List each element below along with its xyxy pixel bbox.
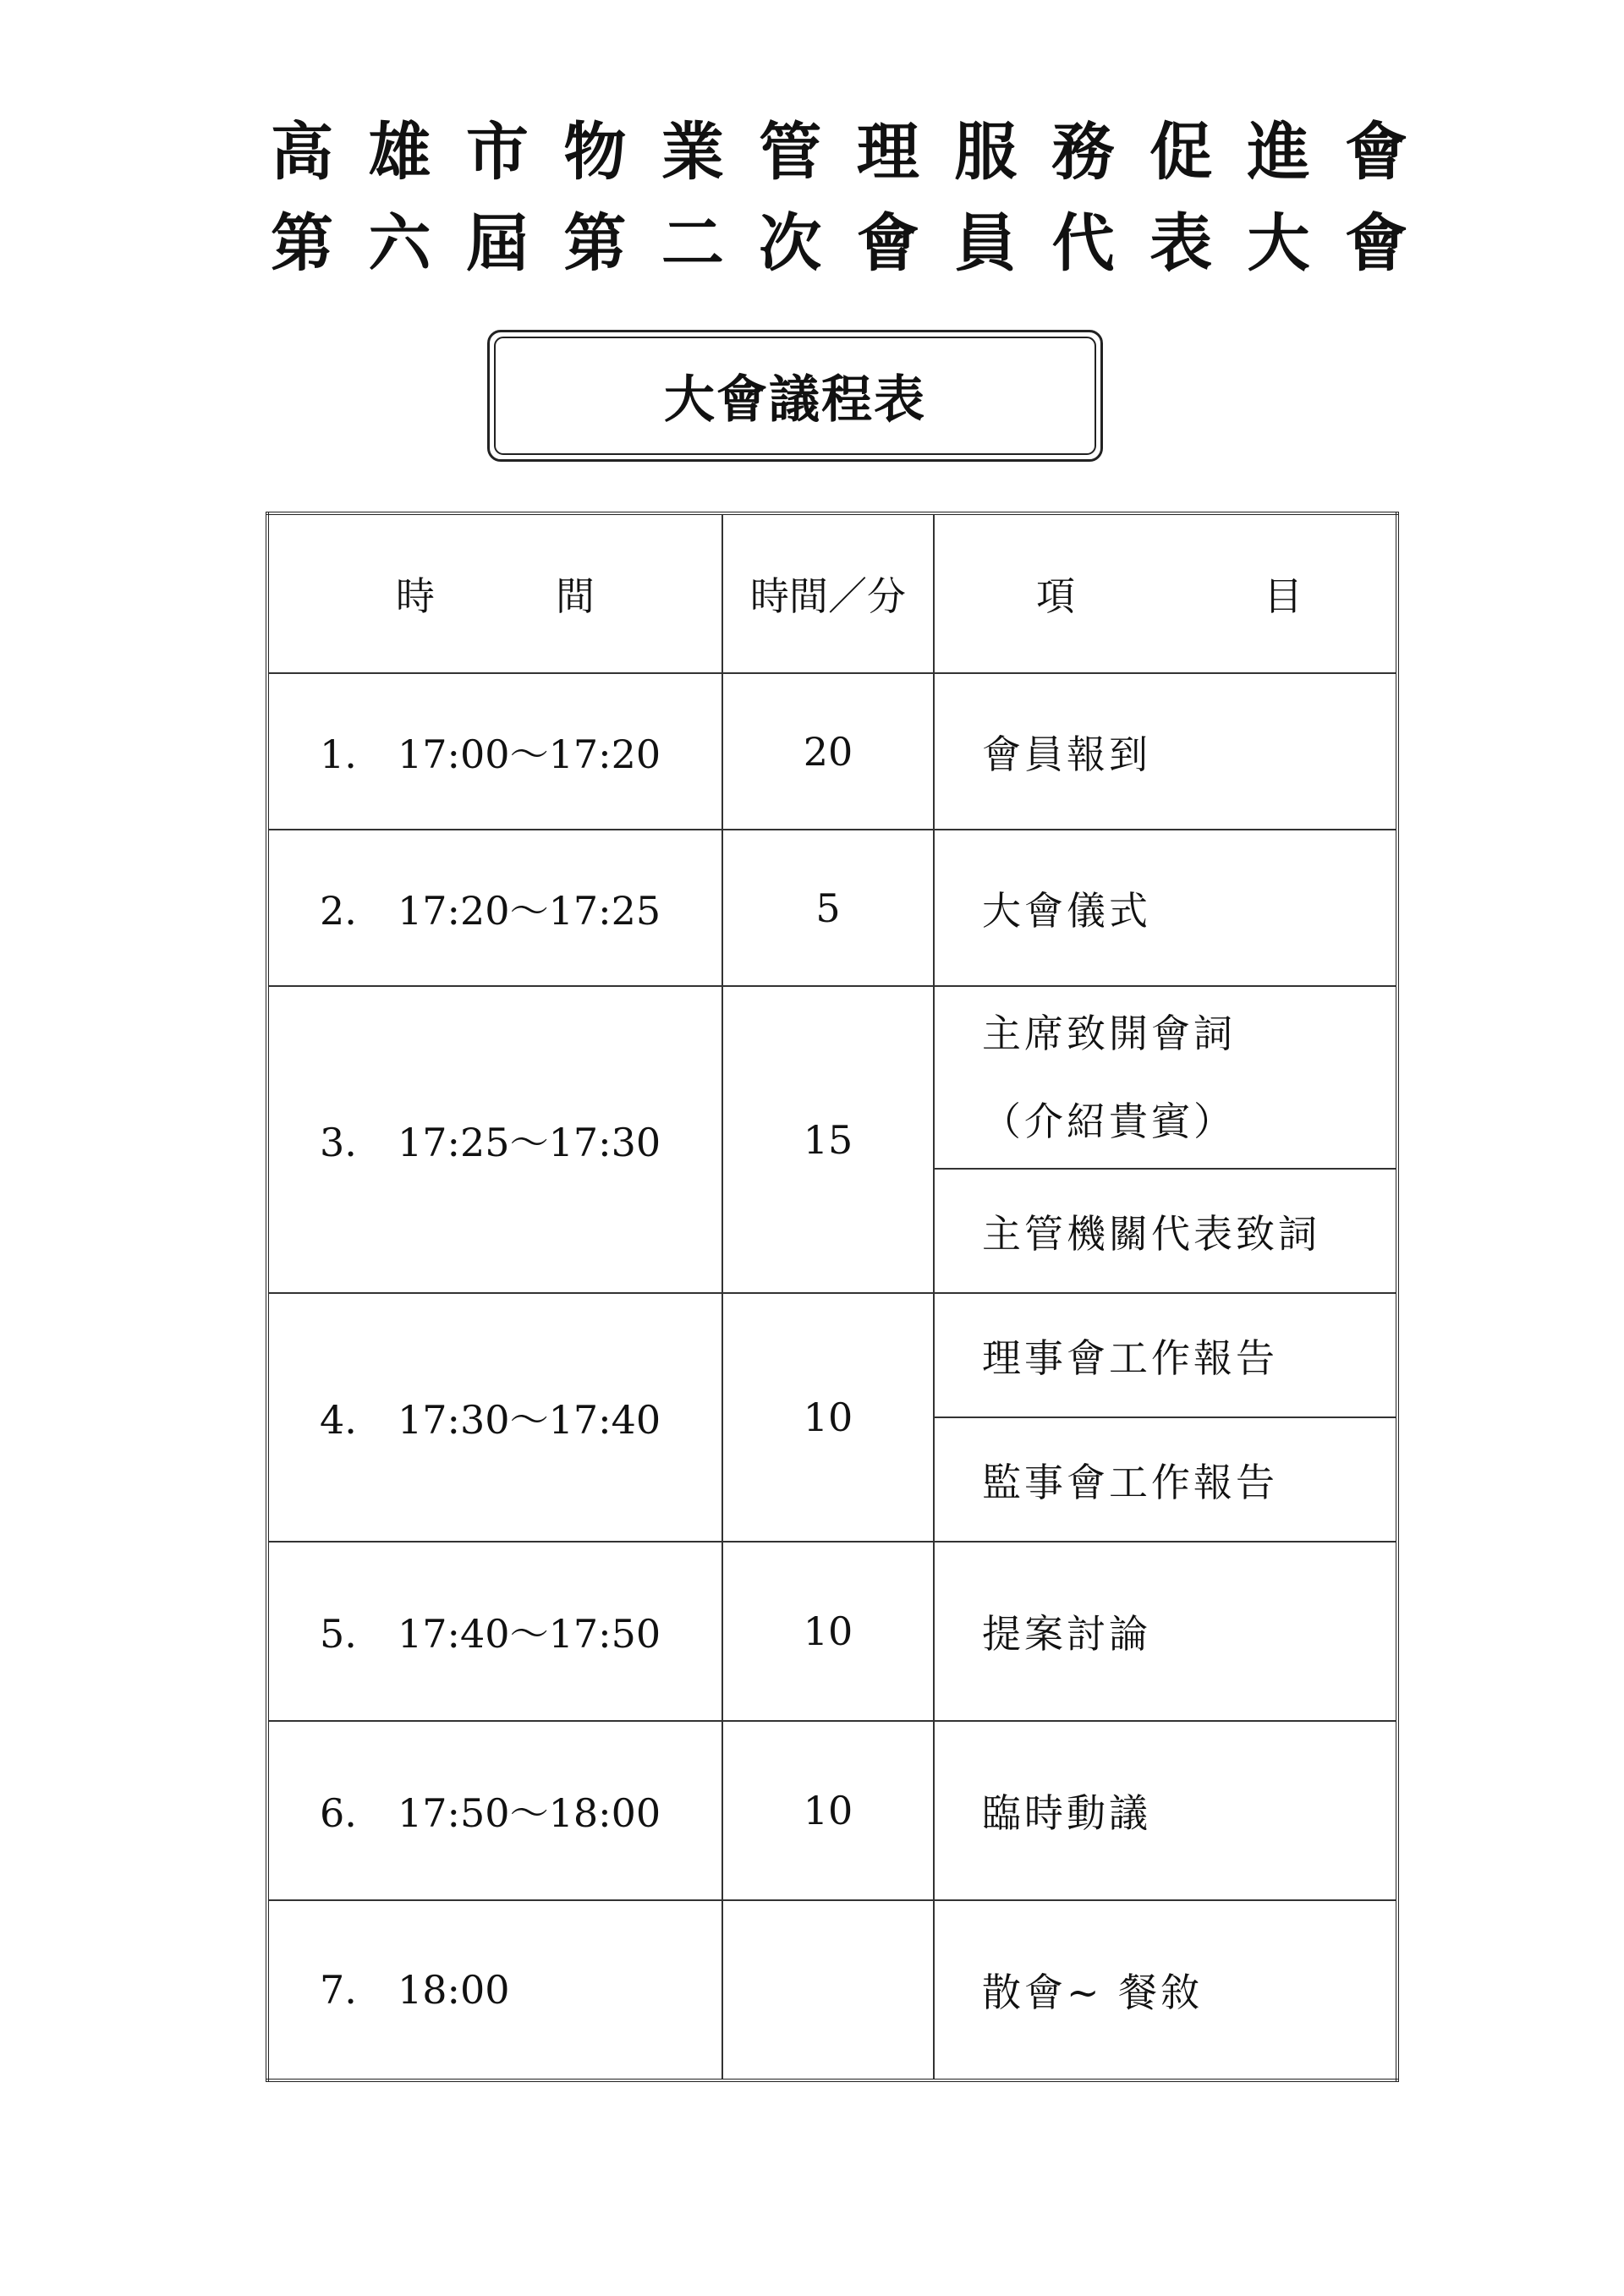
table-row <box>267 1542 1397 1721</box>
item-cell: 監事會工作報告 <box>934 1417 1397 1542</box>
duration-cell: 20 <box>722 673 934 830</box>
duration-cell <box>722 1900 934 2080</box>
item-cell: 理事會工作報告 <box>934 1293 1397 1417</box>
title-char: 雄 <box>368 116 431 189</box>
time-cell <box>267 1721 722 1900</box>
title-char: 業 <box>661 116 724 189</box>
title-char: 促 <box>1149 116 1213 189</box>
duration-cell: 10 <box>722 1721 934 1900</box>
title-char: 市 <box>465 116 529 189</box>
duration-cell: 5 <box>722 830 934 986</box>
duration-cell: 15 <box>722 986 934 1293</box>
time-range: 18:00 <box>398 1967 510 2013</box>
header-time <box>267 513 722 673</box>
item-line: （介紹貴賓） <box>982 1099 1236 1144</box>
title-char: 大 <box>1247 207 1310 280</box>
title-char: 會 <box>1344 207 1407 280</box>
time-range: 17:50～18:00 <box>398 1790 661 1836</box>
table-row <box>267 1721 1397 1900</box>
title-char: 會 <box>1344 116 1407 189</box>
table-row <box>267 1293 1397 1417</box>
header-item <box>934 513 1397 673</box>
time-cell <box>267 1542 722 1721</box>
table-row <box>267 673 1397 830</box>
header-time-b: 間 <box>556 573 595 619</box>
time-range: 17:20～17:25 <box>398 887 661 934</box>
title-char: 代 <box>1051 207 1115 280</box>
title-char: 務 <box>1051 116 1115 189</box>
duration-cell: 10 <box>722 1542 934 1721</box>
title-char: 理 <box>856 116 919 189</box>
item-cell: 大會儀式 <box>934 830 1397 986</box>
time-range: 17:25～17:30 <box>398 1119 661 1165</box>
row-number: 1. <box>320 731 357 777</box>
time-cell <box>267 986 722 1293</box>
table-row <box>267 830 1397 986</box>
title-char: 二 <box>661 207 724 280</box>
row-number: 4. <box>320 1397 357 1443</box>
title-char: 第 <box>271 207 333 280</box>
agenda-label: 大會議程表 <box>494 337 1096 455</box>
item-cell: 提案討論 <box>934 1542 1397 1721</box>
title-char: 進 <box>1247 116 1310 189</box>
title-line-2 <box>264 205 1414 282</box>
title-char: 第 <box>563 207 627 280</box>
item-line: 主席致開會詞 <box>982 1011 1236 1056</box>
time-range: 17:40～17:50 <box>398 1611 661 1657</box>
row-number: 3. <box>320 1119 357 1165</box>
item-cell: 臨時動議 <box>934 1721 1397 1900</box>
title-char: 員 <box>954 207 1018 280</box>
item-cell: 會員報到 <box>934 673 1397 830</box>
header-duration: 時間／分 <box>722 513 934 673</box>
row-number: 5. <box>320 1611 357 1657</box>
header-item-b: 目 <box>1264 573 1303 619</box>
time-cell <box>267 1293 722 1542</box>
table-header-row <box>267 513 1397 673</box>
title-char: 管 <box>759 116 822 189</box>
title-char: 物 <box>563 116 627 189</box>
row-number: 2. <box>320 887 357 934</box>
row-number: 7. <box>320 1967 357 2013</box>
time-range: 17:00～17:20 <box>398 731 661 777</box>
title-char: 服 <box>954 116 1018 189</box>
header-time-a: 時 <box>396 573 435 619</box>
time-cell <box>267 673 722 830</box>
table-row <box>267 1900 1397 2080</box>
title-char: 表 <box>1149 207 1213 280</box>
item-cell: 散會~ 餐敘 <box>934 1900 1397 2080</box>
title-char: 六 <box>368 207 431 280</box>
agenda-table <box>266 512 1399 2082</box>
time-cell <box>267 830 722 986</box>
title-char: 高 <box>271 116 333 189</box>
duration-cell: 10 <box>722 1293 934 1542</box>
title-char: 次 <box>759 207 822 280</box>
time-range: 17:30～17:40 <box>398 1397 661 1443</box>
title-char: 屆 <box>465 207 529 280</box>
title-line-1 <box>264 114 1414 190</box>
time-cell <box>267 1900 722 2080</box>
title-char: 會 <box>856 207 919 280</box>
table-row <box>267 986 1397 1169</box>
header-item-a: 項 <box>1036 573 1075 619</box>
item-cell <box>934 986 1397 1169</box>
item-cell: 主管機關代表致詞 <box>934 1169 1397 1293</box>
row-number: 6. <box>320 1790 357 1836</box>
